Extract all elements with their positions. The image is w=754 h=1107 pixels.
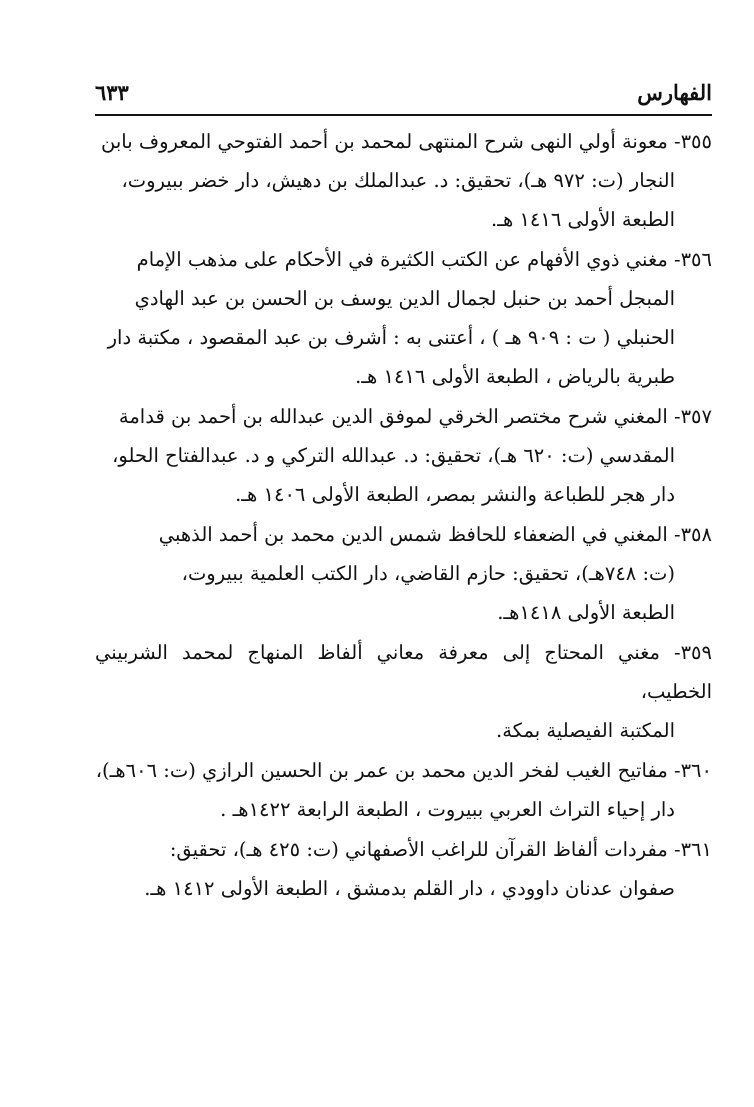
entry-line: ٣٦١- مفردات ألفاظ القرآن للراغب الأصفهاني (ت: ٤٢٥ هـ)، تحقيق:: [169, 838, 712, 861]
entry-line: صفوان عدنان داوودي ، دار القلم بدمشق ، الطبعة الأولى ١٤١٢ هـ.: [144, 877, 675, 900]
entry-line: (ت: ٧٤٨هـ)، تحقيق: حازم القاضي، دار الكتب العلمية ببيروت،: [181, 562, 675, 585]
page-header: [95, 74, 712, 114]
page-number: ٦٣٣: [95, 80, 129, 105]
entry-line: المكتبة الفيصلية بمكة.: [496, 719, 675, 742]
entry-line: النجار (ت: ٩٧٢ هـ)، تحقيق: د. عبدالملك بن دهيش، دار خضر ببيروت،: [121, 169, 675, 192]
bibliography-entry-355: [95, 122, 712, 239]
entry-line: ٣٥٩- مغني المحتاج إلى معرفة معاني ألفاظ المنهاج لمحمد الشربيني الخطيب،: [95, 641, 712, 703]
running-title: الفهارس: [637, 80, 712, 105]
bibliography-list: [95, 122, 712, 909]
entry-line: ٣٥٧- المغني شرح مختصر الخرقي لموفق الدين عبدالله بن أحمد بن قدامة: [118, 405, 712, 428]
entry-line: الحنبلي ( ت : ٩٠٩ هـ ) ، أعتنى به : أشرف بن عبد المقصود ، مكتبة دار: [107, 326, 675, 349]
entry-line: الطبعة الأولى ١٤١٨هـ.: [497, 601, 675, 624]
bibliography-entry-358: [95, 515, 712, 632]
bibliography-entry-356: [95, 240, 712, 396]
entry-line: ٣٥٨- المغني في الضعفاء للحافظ شمس الدين محمد بن أحمد الذهبي: [158, 523, 712, 546]
entry-line: طبرية بالرياض ، الطبعة الأولى ١٤١٦ هـ.: [355, 365, 675, 388]
entry-line: دار إحياء التراث العربي ببيروت ، الطبعة الرابعة ١٤٢٢هـ .: [220, 798, 675, 821]
entry-line: ٣٦٠- مفاتيح الغيب لفخر الدين محمد بن عمر بن الحسين الرازي (ت: ٦٠٦هـ)،: [95, 759, 712, 782]
bibliography-entry-360: [95, 751, 712, 829]
entry-line: المقدسي (ت: ٦٢٠ هـ)، تحقيق: د. عبدالله التركي و د. عبدالفتاح الحلو،: [112, 444, 675, 467]
entry-line: دار هجر للطباعة والنشر بمصر، الطبعة الأولى ١٤٠٦ هـ.: [235, 483, 675, 506]
bibliography-entry-361: [95, 830, 712, 908]
bibliography-entry-357: [95, 397, 712, 514]
bibliography-entry-359: [95, 633, 712, 750]
entry-line: ٣٥٥- معونة أولي النهى شرح المنتهى لمحمد بن أحمد الفتوحي المعروف بابن: [101, 130, 712, 153]
entry-line: الطبعة الأولى ١٤١٦ هـ.: [491, 208, 675, 231]
entry-line: المبجل أحمد بن حنبل لجمال الدين يوسف بن الحسن بن عبد الهادي: [134, 287, 675, 310]
header-rule: [95, 114, 712, 116]
entry-line: ٣٥٦- مغني ذوي الأفهام عن الكتب الكثيرة في الأحكام على مذهب الإمام: [136, 248, 712, 271]
